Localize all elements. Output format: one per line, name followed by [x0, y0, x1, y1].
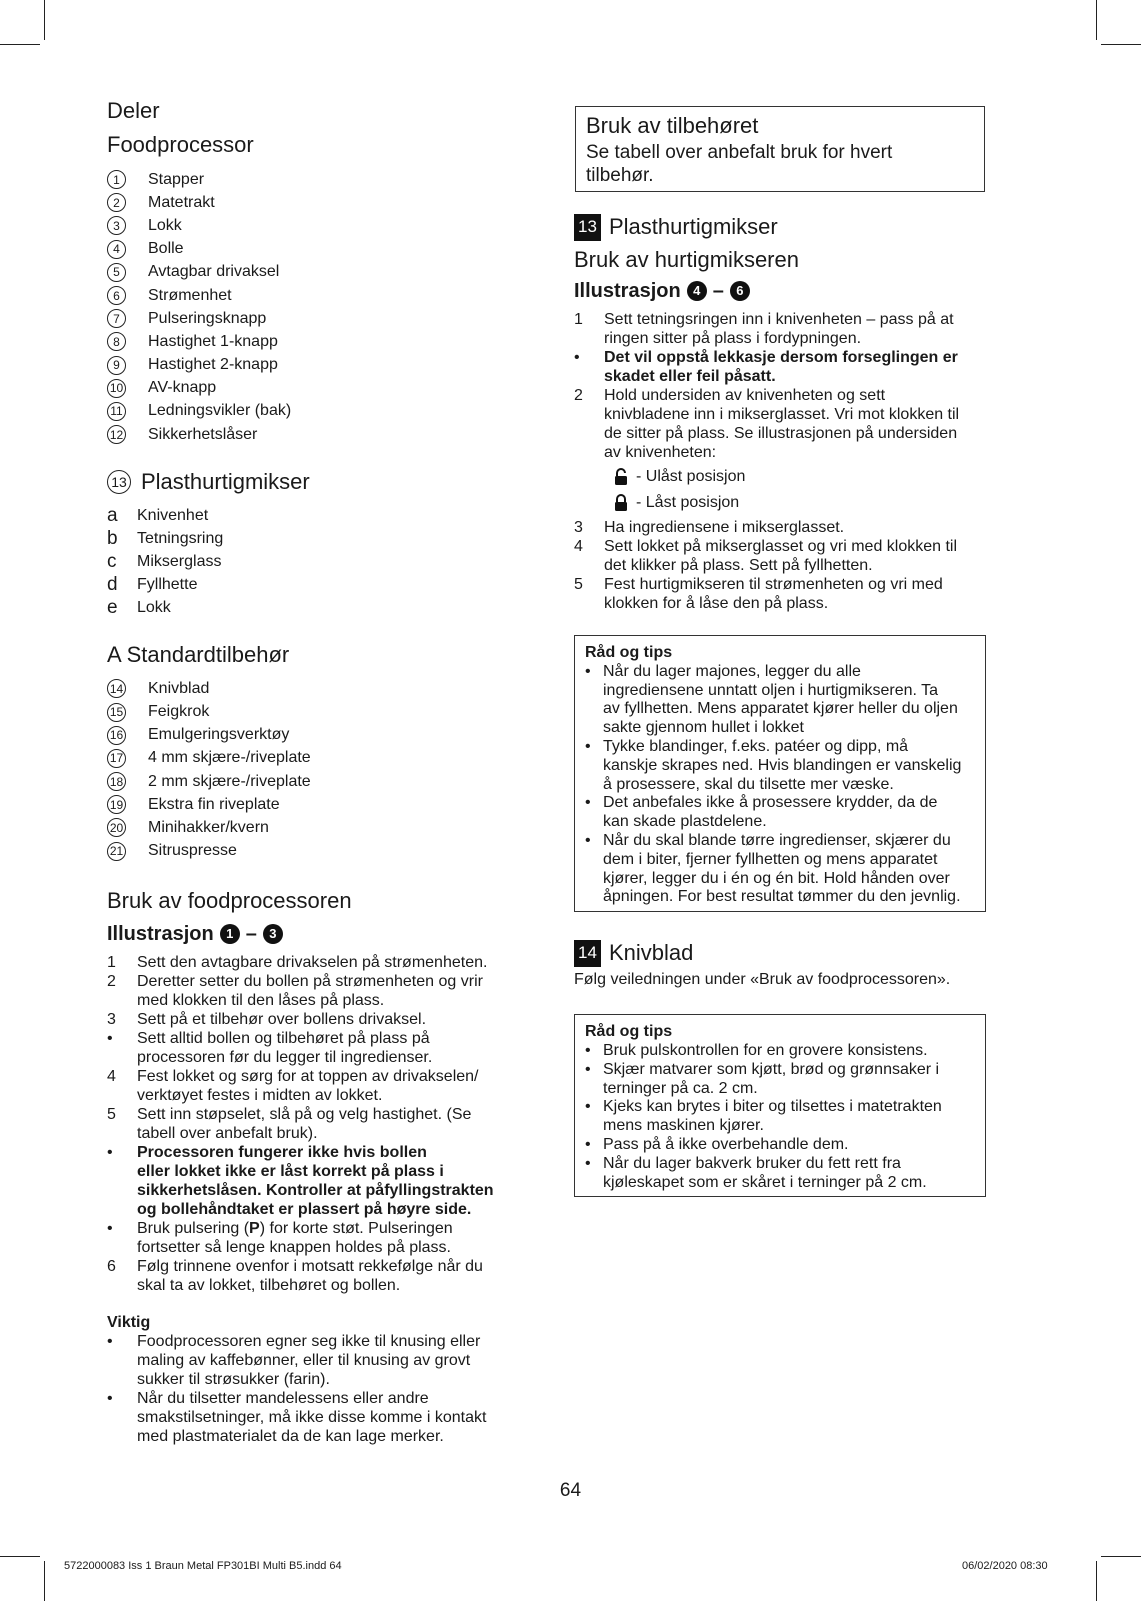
- number-badge: 20: [107, 818, 126, 837]
- bullet-marker: •: [585, 831, 591, 849]
- step-item: [107, 1257, 527, 1295]
- bullet-line: ingrediensene unntatt oljen i hurtigmikseren. Ta: [603, 681, 939, 699]
- step-line: med klokken til den låses på plass.: [137, 991, 385, 1009]
- bullet-line: Kjeks kan brytes i biter og tilsettes i matetrakten: [603, 1098, 942, 1116]
- number-badge: 6: [107, 286, 126, 305]
- accessory-use-line1: Se tabell over anbefalt bruk for hvert: [586, 142, 893, 163]
- step-item: [107, 1219, 527, 1257]
- step-text: [137, 1219, 453, 1257]
- item-key: a: [107, 504, 118, 526]
- item-label: Fyllhette: [137, 575, 198, 593]
- step-line: klokken for å låse den på plass.: [604, 595, 829, 612]
- step-marker: 4: [574, 538, 583, 555]
- step-line: og bollehåndtaket er plassert på høyre side.: [137, 1200, 472, 1218]
- step-line: Deretter setter du bollen på strømenheten og vrir: [137, 972, 483, 990]
- step-item: [107, 1143, 527, 1219]
- step6-line2: skal ta av lokket, tilbehøret og bollen.: [137, 1276, 401, 1294]
- step-text: [604, 310, 954, 348]
- bullet-line: maling av kaffebønner, eller til knusing av grovt: [137, 1351, 471, 1369]
- bullet-marker: •: [585, 662, 591, 680]
- bullet-line: kjører, legger du i én og én bit. Hold hånden over: [603, 869, 950, 887]
- bullet-line: dem i biter, fjerner fyllhetten og mens apparatet: [603, 850, 938, 868]
- bullet-line: Bruk pulskontrollen for en grovere konsistens.: [603, 1041, 928, 1059]
- section13-title: Plasthurtigmikser: [609, 214, 778, 239]
- bullet-marker: •: [107, 1332, 113, 1350]
- footer-timestamp: 06/02/2020 08:30: [962, 1560, 1048, 1572]
- bullet-line: Pass på å ikke overbehandle dem.: [603, 1135, 849, 1153]
- bullet-line: med plastmaterialet da de kan lage merker.: [137, 1427, 444, 1445]
- item-label: Minihakker/kvern: [148, 818, 269, 836]
- bullet-marker: •: [585, 1041, 591, 1059]
- step-marker: 5: [107, 1105, 116, 1123]
- step-line: Processoren fungerer ikke hvis bollen: [137, 1143, 427, 1161]
- step-line: verktøyet festes i midten av lokket.: [137, 1086, 383, 1104]
- pulse-text-line2: fortsetter så lenge knappen holdes på plass.: [137, 1238, 451, 1256]
- step-item: [107, 1105, 527, 1143]
- number-badge: 17: [107, 749, 126, 768]
- number-badge: 8: [107, 332, 126, 351]
- footer-file-info: 5722000083 Iss 1 Braun Metal FP301BI Multi B5.indd 64: [64, 1560, 342, 1572]
- step-line: processoren før du legger til ingredienser.: [137, 1048, 433, 1066]
- section14-title: Knivblad: [609, 940, 694, 966]
- step-item: [574, 310, 1006, 348]
- step-text: [137, 1257, 483, 1295]
- bullet-line: av fyllhetten. Mens apparatet kjører heller du oljen: [603, 700, 958, 718]
- number-badge: 5: [107, 263, 126, 282]
- illustration-dash: –: [712, 280, 724, 302]
- item-label: Lokk: [148, 216, 182, 234]
- bullet-line: mens maskinen kjører.: [603, 1117, 764, 1135]
- number-badge: 19: [107, 795, 126, 814]
- number-badge: 18: [107, 772, 126, 791]
- step-text: [604, 575, 943, 613]
- illustration-to-badge: 3: [263, 924, 283, 944]
- step-text: [137, 1029, 432, 1067]
- section14-text: Følg veiledningen under «Bruk av foodprocessoren».: [574, 971, 951, 989]
- mixer-number-badge: 13: [107, 470, 131, 494]
- step-text: [604, 348, 958, 386]
- standard-accessories-list: [107, 677, 527, 863]
- pulse-text-pre: Bruk pulsering (: [137, 1219, 250, 1237]
- step-line: Sett tetningsringen inn i knivenheten – pass på at: [604, 311, 954, 328]
- unlocked-padlock-icon: [614, 468, 628, 486]
- item-label: Ledningsvikler (bak): [148, 402, 292, 420]
- step-line: Sett den avtagbare drivakselen på strømenheten.: [137, 953, 488, 971]
- bullet-text: [603, 1061, 939, 1099]
- item-label: Knivblad: [148, 679, 210, 697]
- list-item: [107, 354, 527, 377]
- bullet-line: å prosessere, skal du tilsette mer væske.: [603, 775, 894, 793]
- crop-mark: [44, 1561, 45, 1601]
- bullet-text: [603, 663, 958, 738]
- bullet-line: kan skade plastdelene.: [603, 813, 767, 831]
- list-item: [107, 527, 527, 550]
- heading-mixer: [107, 468, 527, 496]
- foodprocessor-steps-continued: [107, 1219, 527, 1295]
- heading-standard-accessories: A Standardtilbehør: [107, 642, 290, 668]
- tips2-title: Råd og tips: [585, 1023, 673, 1041]
- bullet-item: [585, 794, 975, 832]
- accessory-use-line2: tilbehør.: [586, 165, 654, 186]
- item-label: Sitruspresse: [148, 842, 237, 860]
- bullet-line: Når du skal blande tørre ingredienser, skjærer du: [603, 831, 951, 849]
- mixer-title: Plasthurtigmikser: [141, 469, 310, 495]
- page-number: 64: [559, 1480, 582, 1501]
- item-label: Hastighet 1-knapp: [148, 332, 278, 350]
- item-label: Sikkerhetslåser: [148, 425, 258, 443]
- bullet-item: [585, 1098, 975, 1136]
- item-label: Matetrakt: [148, 193, 215, 211]
- section13-number: 13: [574, 214, 601, 241]
- step-text: [137, 1010, 426, 1029]
- right-column: [574, 106, 1006, 1197]
- number-badge: 4: [107, 240, 126, 259]
- step-text: [137, 1105, 471, 1143]
- step-item: [107, 1010, 527, 1029]
- bullet-line: Når du lager majones, legger du alle: [603, 662, 861, 680]
- bullet-text: [603, 1136, 848, 1155]
- unlocked-row: [614, 464, 1006, 490]
- step-marker: 3: [107, 1010, 116, 1028]
- step-line: Hold undersiden av knivenheten og sett: [604, 387, 886, 404]
- bullet-text: [603, 794, 937, 832]
- illustration-ref-right: [574, 278, 1006, 304]
- bullet-text: [137, 1389, 486, 1446]
- viktig-heading: Viktig: [107, 1313, 151, 1331]
- bullet-marker: •: [107, 1389, 113, 1407]
- section14-number: 14: [574, 940, 601, 967]
- list-item: [107, 191, 527, 214]
- list-item: [107, 724, 527, 747]
- list-item: [107, 307, 527, 330]
- step-line: ringen sitter på plass i fordypningen.: [604, 330, 862, 347]
- bullet-line: kanskje skrapes ned. Hvis blandingen er vanskelig: [603, 756, 962, 774]
- item-label: Mikserglass: [137, 552, 222, 570]
- left-column: [107, 96, 527, 1446]
- list-item: [107, 573, 527, 596]
- unlocked-label: - Ulåst posisjon: [636, 468, 746, 485]
- step-text: [604, 518, 844, 537]
- step6-line1: Følg trinnene ovenfor i motsatt rekkefølge når du: [137, 1257, 483, 1275]
- step-marker: 3: [574, 519, 583, 536]
- list-item: [107, 377, 527, 400]
- bullet-item: [585, 1155, 975, 1193]
- step-line: Sett inn støpselet, slå på og velg hastighet. (Se: [137, 1105, 472, 1123]
- item-key: d: [107, 573, 118, 595]
- bullet-item: [585, 1136, 975, 1155]
- list-item: [107, 423, 527, 446]
- number-badge: 9: [107, 356, 126, 375]
- list-item: [107, 330, 527, 353]
- number-badge: 7: [107, 309, 126, 328]
- list-item: [107, 504, 527, 527]
- pulse-text-post: ) for korte støt. Pulseringen: [259, 1219, 453, 1237]
- bullet-marker: •: [585, 1098, 591, 1116]
- pulse-key: P: [249, 1219, 260, 1237]
- section13-subtitle: Bruk av hurtigmikseren: [574, 247, 799, 272]
- step-line: eller lokket ikke er låst korrekt på plass i: [137, 1162, 444, 1180]
- number-badge: 11: [107, 402, 126, 421]
- bullet-line: Tykke blandinger, f.eks. patéer og dipp, må: [603, 737, 909, 755]
- step-line: av knivenheten:: [604, 444, 717, 461]
- list-item: [107, 596, 527, 619]
- bullet-item: [107, 1389, 527, 1446]
- step-marker: 2: [574, 387, 583, 404]
- list-item: [107, 261, 527, 284]
- locked-row: [614, 490, 1006, 516]
- number-badge: 21: [107, 842, 126, 861]
- bullet-line: terninger på ca. 2 cm.: [603, 1079, 758, 1097]
- item-label: Feigkrok: [148, 703, 210, 721]
- bullet-line: Når du lager bakverk bruker du fett rett fra: [603, 1154, 901, 1172]
- illustration-to-badge: 6: [730, 281, 750, 301]
- item-key: b: [107, 527, 118, 549]
- bullet-line: smakstilsetninger, må ikke disse komme i kontakt: [137, 1408, 487, 1426]
- list-item: [107, 550, 527, 573]
- bullet-marker: •: [585, 1135, 591, 1153]
- step-marker: •: [107, 1029, 113, 1047]
- item-label: 2 mm skjære-/riveplate: [148, 772, 311, 790]
- step-item: [107, 1029, 527, 1067]
- tips-box-2: [574, 1014, 986, 1197]
- step-text: [137, 1067, 479, 1105]
- item-label: Hastighet 2-knapp: [148, 356, 278, 374]
- step-line: Ha ingrediensene i mikserglasset.: [604, 519, 845, 536]
- number-badge: 15: [107, 703, 126, 722]
- bullet-text: [137, 1332, 480, 1389]
- step-marker: 2: [107, 972, 116, 990]
- step-marker: 1: [574, 311, 583, 328]
- step-line: tabell over anbefalt bruk).: [137, 1124, 318, 1142]
- bullet-line: kjøleskapet som er skåret i terninger på 2 cm.: [603, 1173, 927, 1191]
- bullet-item: [585, 1042, 975, 1061]
- bullet-item: [585, 663, 975, 738]
- illustration-label: Illustrasjon: [107, 922, 214, 945]
- step-text: [604, 386, 959, 462]
- parts-list: [107, 168, 527, 446]
- step-line: Sett på et tilbehør over bollens drivaksel.: [137, 1010, 427, 1028]
- item-label: 4 mm skjære-/riveplate: [148, 749, 311, 767]
- step-line: skadet eller feil påsatt.: [604, 368, 776, 385]
- step-marker: 5: [574, 576, 583, 593]
- step-item: [107, 972, 527, 1010]
- crop-mark: [1101, 1556, 1141, 1557]
- list-item: [107, 840, 527, 863]
- bullet-text: [603, 832, 961, 907]
- item-label: Emulgeringsverktøy: [148, 726, 290, 744]
- list-item: [107, 793, 527, 816]
- item-label: Knivenhet: [137, 506, 209, 524]
- item-label: Strømenhet: [148, 286, 232, 304]
- step-line: sikkerhetslåsen. Kontroller at påfyllingstrakten: [137, 1181, 494, 1199]
- illustration-from-badge: 4: [687, 281, 707, 301]
- bullet-line: Skjær matvarer som kjøtt, brød og grønnsaker i: [603, 1060, 940, 1078]
- section14-heading: [574, 938, 1006, 968]
- bullet-marker: •: [107, 1219, 113, 1237]
- bullet-line: Når du tilsetter mandelessens eller andre: [137, 1389, 429, 1407]
- number-badge: 1: [107, 170, 126, 189]
- heading-use-foodprocessor: Bruk av foodprocessoren: [107, 887, 352, 913]
- list-item: [107, 238, 527, 261]
- tips-box-1: [574, 635, 986, 912]
- bullet-line: åpningen. For best resultat tømmer du den jevnlig.: [603, 888, 961, 906]
- list-item: [107, 747, 527, 770]
- step-line: Fest hurtigmikseren til strømenheten og vri med: [604, 576, 943, 593]
- illustration-label: Illustrasjon: [574, 280, 681, 302]
- crop-mark: [1101, 44, 1141, 45]
- locked-padlock-icon: [614, 494, 628, 512]
- crop-mark: [0, 1556, 40, 1557]
- heading-deler: Deler: [107, 98, 160, 123]
- bullet-marker: •: [585, 794, 591, 812]
- list-item: [107, 677, 527, 700]
- mixer-parts-list: [107, 504, 527, 619]
- bullet-marker: •: [585, 1060, 591, 1078]
- bullet-line: Foodprocessoren egner seg ikke til knusing eller: [137, 1332, 481, 1350]
- number-badge: 12: [107, 425, 126, 444]
- bullet-marker: •: [585, 737, 591, 755]
- accessory-use-title: Bruk av tilbehøret: [586, 113, 759, 138]
- bullet-item: [107, 1332, 527, 1389]
- bullet-item: [585, 832, 975, 907]
- item-key: c: [107, 550, 117, 572]
- locked-label: - Låst posisjon: [636, 494, 740, 511]
- step-item: [574, 575, 1006, 613]
- bullet-item: [585, 738, 975, 794]
- bullet-text: [603, 738, 961, 794]
- section13-heading: [574, 212, 1006, 242]
- bullet-line: sakte gjennom hullet i lokket: [603, 719, 804, 737]
- step-text: [137, 972, 483, 1010]
- heading-foodprocessor: Foodprocessor: [107, 132, 254, 157]
- illustration-from-badge: 1: [220, 924, 240, 944]
- step-marker: •: [107, 1143, 113, 1161]
- step-item: [107, 953, 527, 972]
- number-badge: 3: [107, 216, 126, 235]
- item-label: Stapper: [148, 170, 205, 188]
- number-badge: 10: [107, 379, 126, 398]
- list-item: [107, 770, 527, 793]
- bullet-text: [603, 1098, 942, 1136]
- step-line: knivbladene inn i mikserglasset. Vri mot klokken til: [604, 406, 960, 423]
- step-marker: 6: [107, 1257, 116, 1275]
- crop-mark: [1096, 0, 1097, 40]
- step-line: Sett alltid bollen og tilbehøret på plass på: [137, 1029, 430, 1047]
- step-marker: •: [574, 349, 580, 366]
- step-item: [574, 348, 1006, 386]
- step-text: [137, 1143, 494, 1219]
- item-label: AV-knapp: [148, 379, 217, 397]
- step-line: de sitter på plass. Se illustrasjonen på undersiden: [604, 425, 958, 442]
- tips2-list: [585, 1042, 975, 1192]
- step-item: [574, 518, 1006, 537]
- step-line: Det vil oppstå lekkasje dersom forseglingen er: [604, 349, 958, 366]
- list-item: [107, 214, 527, 237]
- mixer-steps: [574, 310, 1006, 462]
- illustration-ref: [107, 921, 527, 947]
- item-label: Pulseringsknapp: [148, 309, 267, 327]
- list-item: [107, 168, 527, 191]
- illustration-dash: –: [245, 922, 257, 945]
- number-badge: 2: [107, 193, 126, 212]
- bullet-item: [585, 1061, 975, 1099]
- step-line: Fest lokket og sørg for at toppen av drivakselen/: [137, 1067, 479, 1085]
- step-line: det klikker på plass. Sett på fyllhetten.: [604, 557, 873, 574]
- mixer-steps-continued: [574, 518, 1006, 613]
- step-text: [137, 953, 487, 972]
- bullet-line: sukker til strøsukker (farin).: [137, 1370, 330, 1388]
- accessory-use-box: [575, 106, 985, 192]
- item-label: Lokk: [137, 598, 171, 616]
- item-key: e: [107, 596, 118, 618]
- number-badge: 16: [107, 726, 126, 745]
- step-item: [107, 1067, 527, 1105]
- bullet-line: Det anbefales ikke å prosessere krydder, da de: [603, 794, 938, 812]
- crop-mark: [1096, 1561, 1097, 1601]
- viktig-list: [107, 1332, 527, 1446]
- step-item: [574, 537, 1006, 575]
- step-text: [604, 537, 957, 575]
- item-label: Ekstra fin riveplate: [148, 795, 280, 813]
- step-line: Sett lokket på mikserglasset og vri med klokken til: [604, 538, 958, 555]
- number-badge: 14: [107, 679, 126, 698]
- bullet-text: [603, 1155, 927, 1193]
- list-item: [107, 400, 527, 423]
- foodprocessor-steps: [107, 953, 527, 1219]
- step-item: [574, 386, 1006, 462]
- tips1-list: [585, 663, 975, 907]
- step-marker: 4: [107, 1067, 116, 1085]
- bullet-text: [603, 1042, 928, 1061]
- tips1-title: Råd og tips: [585, 644, 673, 661]
- item-label: Avtagbar drivaksel: [148, 263, 280, 281]
- list-item: [107, 816, 527, 839]
- step-marker: 1: [107, 953, 116, 971]
- list-item: [107, 284, 527, 307]
- crop-mark: [0, 44, 40, 45]
- item-label: Tetningsring: [137, 529, 224, 547]
- list-item: [107, 700, 527, 723]
- item-label: Bolle: [148, 240, 184, 258]
- bullet-marker: •: [585, 1154, 591, 1172]
- crop-mark: [44, 0, 45, 40]
